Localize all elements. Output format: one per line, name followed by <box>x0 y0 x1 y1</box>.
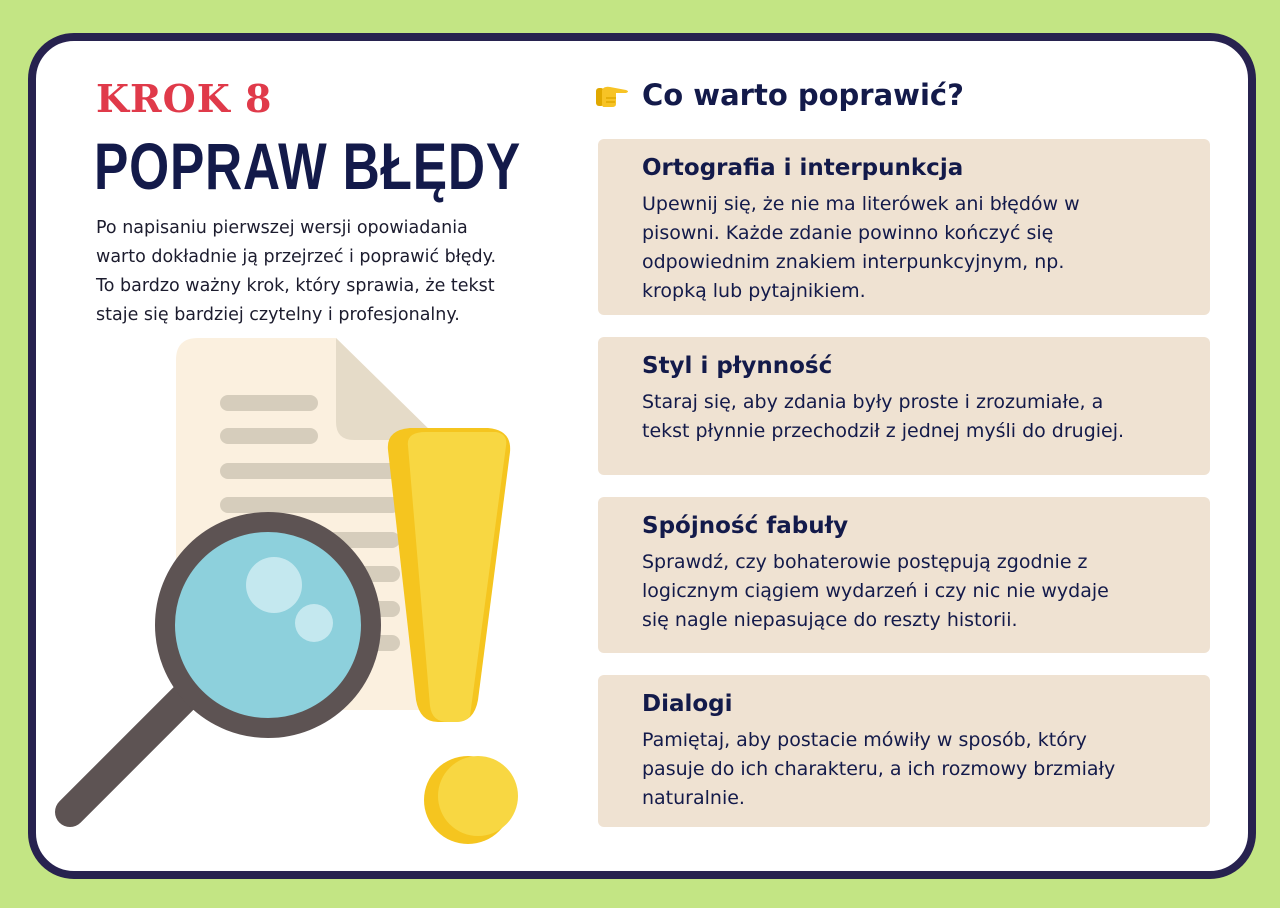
tip-line: naturalnie. <box>642 787 745 809</box>
section-heading: Co warto poprawić? <box>642 78 964 112</box>
tip-line: odpowiednim znakiem interpunkcyjnym, np. <box>642 251 1065 273</box>
tip-line: się nagle niepasujące do reszty historii. <box>642 609 1018 631</box>
tip-title: Spójność fabuły <box>642 513 849 539</box>
tip-line: Sprawdź, czy bohaterowie postępują zgodnie z <box>642 551 1088 573</box>
intro-line: To bardzo ważny krok, który sprawia, że tekst <box>96 276 495 296</box>
step-label: KROK 8 <box>96 76 273 121</box>
tip-box-ortografia <box>598 139 1210 315</box>
tip-line: Upewnij się, że nie ma literówek ani błędów w <box>642 193 1080 215</box>
pointing-hand-icon <box>594 82 630 110</box>
tip-box-spojnosc <box>598 497 1210 653</box>
tip-line: tekst płynnie przechodził z jednej myśli do drugiej. <box>642 420 1125 442</box>
tip-line: kropką lub pytajnikiem. <box>642 280 866 302</box>
tip-text <box>642 548 1109 635</box>
tip-line: Pamiętaj, aby postacie mówiły w sposób, który <box>642 729 1087 751</box>
intro-line: warto dokładnie ją przejrzeć i poprawić błędy. <box>96 247 497 267</box>
tip-line: Staraj się, aby zdania były proste i zrozumiałe, a <box>642 391 1104 413</box>
tip-text <box>642 388 1124 446</box>
magnifying-glass-icon <box>70 522 371 812</box>
tip-line: logicznym ciągiem wydarzeń i czy nic nie wydaje <box>642 580 1109 602</box>
tip-text <box>642 190 1080 306</box>
tip-title: Dialogi <box>642 691 733 717</box>
intro-line: staje się bardziej czytelny i profesjonalny. <box>96 305 460 325</box>
tip-title: Styl i płynność <box>642 353 833 379</box>
tip-line: pasuje do ich charakteru, a ich rozmowy brzmiały <box>642 758 1116 780</box>
page-title: POPRAW BŁĘDY <box>94 129 521 203</box>
tip-line: pisowni. Każde zdanie powinno kończyć się <box>642 222 1054 244</box>
illustration <box>0 0 600 908</box>
tip-box-styl <box>598 337 1210 475</box>
tip-text <box>642 726 1115 813</box>
tip-box-dialogi <box>598 675 1210 827</box>
tip-title: Ortografia i interpunkcja <box>642 155 964 181</box>
intro-line: Po napisaniu pierwszej wersji opowiadania <box>96 218 468 238</box>
